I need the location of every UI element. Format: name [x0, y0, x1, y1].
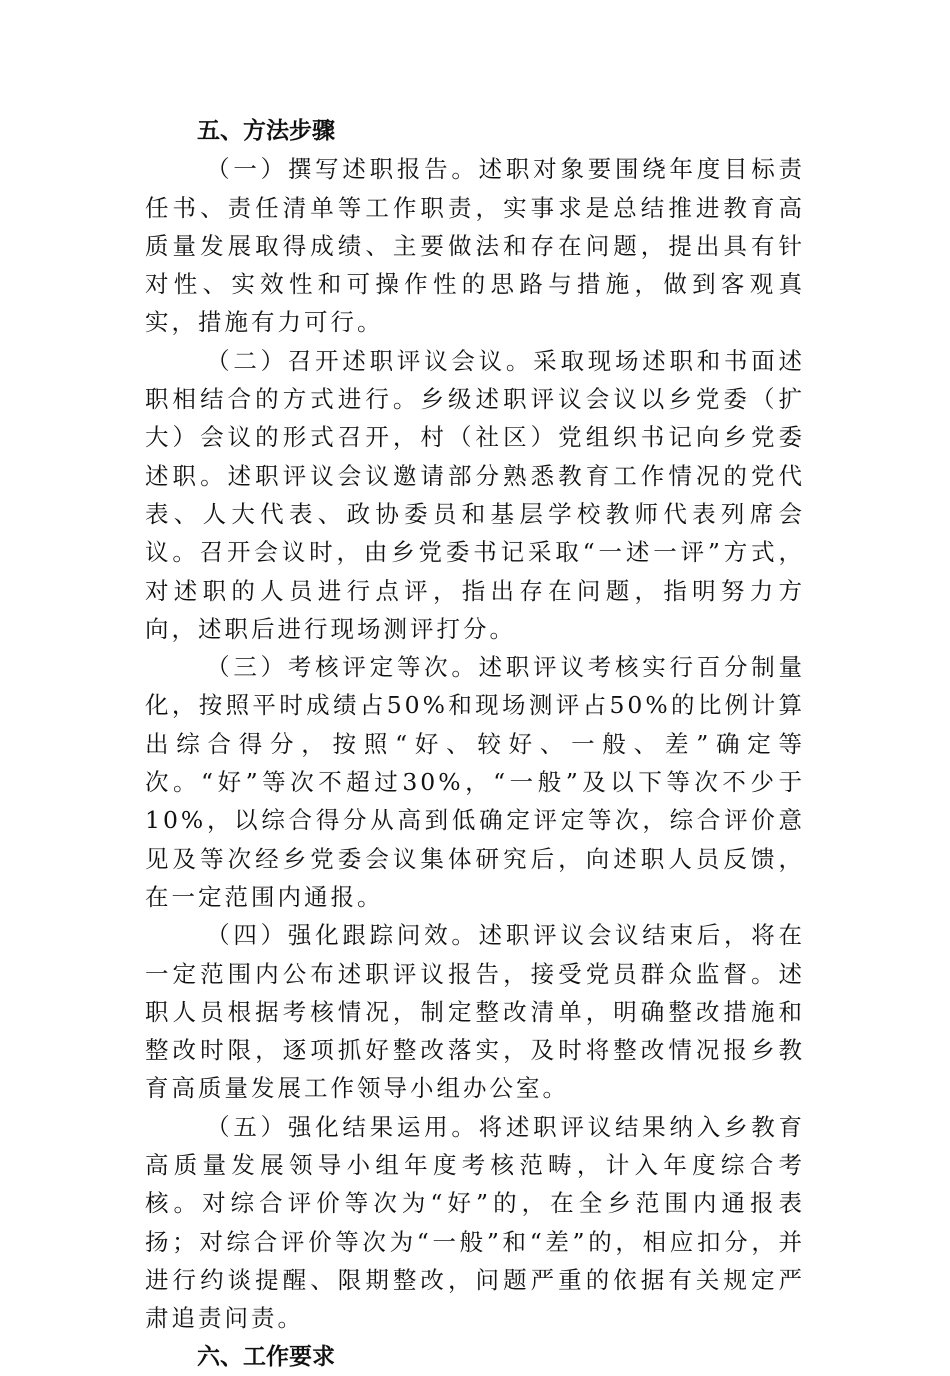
document-page: [145, 112, 805, 1376]
paragraph-3: （三）考核评定等次。述职评议考核实行百分制量化，按照平时成绩占50%和现场测评占50%的比例计算出综合得分，按照“好、较好、一般、差”确定等次。“好”等次不超过30%，“一般”及以下等次不少于10%，以综合得分从高到低确定评定等次，综合评价意见及等次经乡党委会议集体研究后，向述职人员反馈，在一定范围内通报。: [145, 653, 805, 911]
paragraph-1: （一）撰写述职报告。述职对象要围绕年度目标责任书、责任清单等工作职责，实事求是总结推进教育高质量发展取得成绩、主要做法和存在问题，提出具有针对性、实效性和可操作性的思路与措施，做到客观真实，措施有力可行。: [145, 155, 805, 337]
section-heading-requirements: 六、工作要求: [197, 1343, 335, 1370]
paragraph-4: （四）强化跟踪问效。述职评议会议结束后，将在一定范围内公布述职评议报告，接受党员群众监督。述职人员根据考核情况，制定整改清单，明确整改措施和整改时限，逐项抓好整改落实，及时将整改情况报乡教育高质量发展工作领导小组办公室。: [145, 921, 805, 1103]
paragraph-2: （二）召开述职评议会议。采取现场述职和书面述职相结合的方式进行。乡级述职评议会议以乡党委（扩大）会议的形式召开，村（社区）党组织书记向乡党委述职。述职评议会议邀请部分熟悉教育工作情况的党代表、人大代表、政协委员和基层学校教师代表列席会议。召开会议时，由乡党委书记采取“一述一评”方式，对述职的人员进行点评，指出存在问题，指明努力方向，述职后进行现场测评打分。: [145, 346, 805, 643]
paragraph-5: （五）强化结果运用。将述职评议结果纳入乡教育高质量发展领导小组年度考核范畴，计入年度综合考核。对综合评价等次为“好”的，在全乡范围内通报表扬；对综合评价等次为“一般”和“差”的，相应扣分，并进行约谈提醒、限期整改，问题严重的依据有关规定严肃追责问责。: [145, 1112, 805, 1333]
section-heading-methods: 五、方法步骤: [197, 118, 335, 144]
